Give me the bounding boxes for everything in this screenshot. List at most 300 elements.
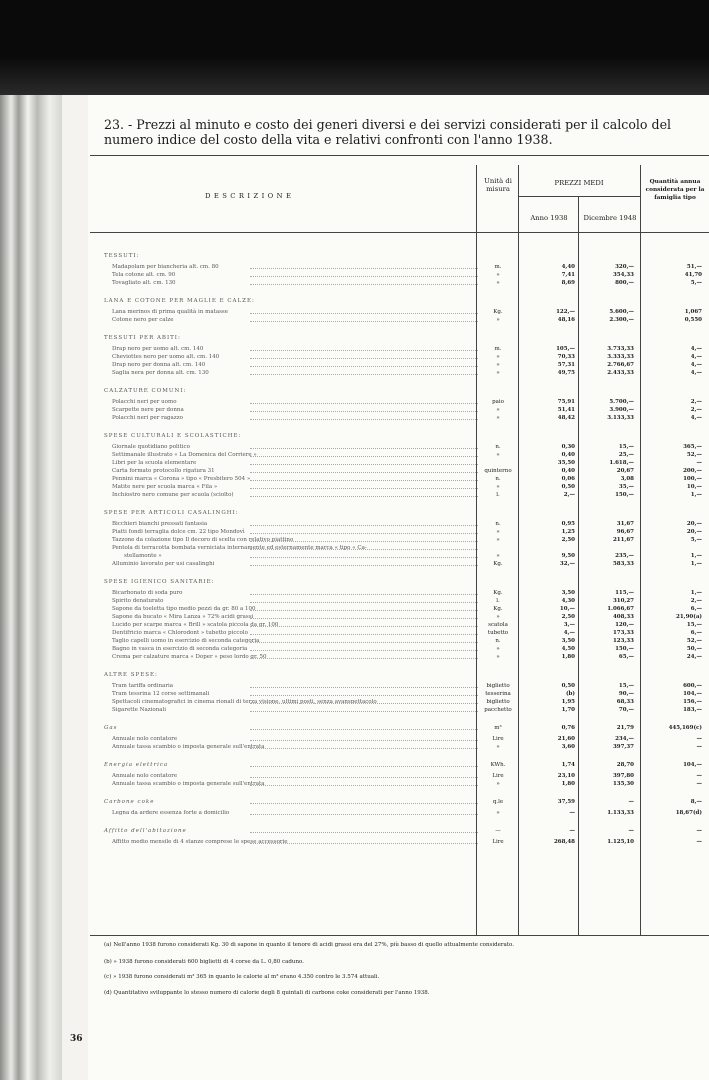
row-quantity: — [696,773,702,779]
row-description: Tovagliato alt. cm. 130 [112,280,176,286]
row-price-1938: 1,95 [561,699,575,705]
row-price-1938: 37,59 [557,799,575,805]
row-quantity: 4,— [690,346,702,352]
table-row [0,483,709,491]
row-description: Annuale tassa scambio o imposta generale sull'entrata [112,744,265,750]
row-unit: q.le [492,799,504,805]
row-price-1948: 3,08 [620,476,634,482]
leader-dots [250,284,478,286]
row-price-1948: 15,— [618,683,634,689]
row-description: Inchiostro nero comune per scuola (sciolto) [112,492,234,498]
table-row [0,838,709,846]
leader-dots [250,610,478,612]
row-unit: biglietto [486,683,510,689]
scan-page-edges [0,95,62,1080]
header-bottom-rule [90,232,709,233]
row-price-1948: 234,— [615,736,634,742]
table-row [0,316,709,324]
section-row [0,578,709,586]
leader-dots [250,594,478,596]
row-unit: quinterno [484,468,512,474]
row-quantity: 156,— [683,699,702,705]
row-unit: tubetto [487,630,509,636]
scan-dark-band [0,0,709,95]
row-description: SPESE CULTURALI E SCOLASTICHE: [104,433,242,439]
row-price-1948: 5.700,— [609,399,634,405]
row-unit: l. [496,598,500,604]
leader-dots [250,695,478,697]
leader-dots [250,321,478,323]
row-price-1948: 68,33 [616,699,634,705]
row-description: LANA E COTONE PER MAGLIE E CALZE: [104,298,255,304]
row-price-1948: 320,— [615,264,634,270]
leader-dots [250,658,478,660]
row-price-1938: 51,41 [557,407,575,413]
header-unita: Unità di misura [484,177,512,193]
row-description: CALZATURE COMUNI: [104,388,187,394]
row-price-1938: 0,50 [561,683,575,689]
header-anno-1938: Anno 1938 [530,214,568,222]
row-quantity: 104,— [683,762,702,768]
row-quantity: 2,— [690,598,702,604]
row-quantity: 100,— [683,476,702,482]
row-price-1938: 3,50 [561,638,575,644]
row-price-1948: 1.133,33 [607,810,634,816]
leader-dots [250,565,478,567]
row-price-1948: 3.333,33 [607,354,634,360]
row-quantity: 4,— [690,362,702,368]
leader-dots [250,687,478,689]
row-description: Lana merinos di prima qualità in matasse [112,309,228,315]
row-price-1938: 122,— [556,309,575,315]
row-unit: KWh. [490,762,506,768]
row-unit: n. [495,444,501,450]
row-description: stellamonte » [124,553,162,559]
table-row [0,369,709,377]
row-quantity: 5,— [690,537,702,543]
row-price-1948: 173,33 [612,630,634,636]
row-description: Carta formato protocollo rigatura 31 [112,468,215,474]
row-description: Libri per la scuola elementare [112,460,197,466]
row-price-1948: 1.125,10 [607,839,634,845]
row-unit: Kg. [493,590,503,596]
row-description: Tram tariffa ordinaria [112,683,174,689]
row-quantity: 4,— [690,415,702,421]
row-quantity: — [696,828,702,834]
leader-dots [250,729,478,731]
leader-dots [250,350,478,352]
table-row [0,735,709,743]
row-unit: » [496,272,500,278]
table-row [0,637,709,645]
section-row [0,334,709,342]
row-unit: » [496,370,500,376]
table-row [0,459,709,467]
row-description: Sigarette Nazionali [112,707,167,713]
row-price-1938: 70,33 [557,354,575,360]
row-unit: — [495,828,501,834]
row-quantity: 51,— [686,264,702,270]
row-unit: » [496,484,500,490]
leader-dots [250,496,478,498]
row-quantity: 20,— [686,521,702,527]
leader-dots [250,549,478,551]
table-bottom-rule [90,935,709,936]
row-quantity: 20,— [686,529,702,535]
row-unit: l. [496,492,500,498]
row-quantity: 4,— [690,354,702,360]
page-number: 36 [70,1034,83,1044]
row-unit: » [496,317,500,323]
row-unit: Lire [492,839,504,845]
leader-dots [250,626,478,628]
row-unit: » [496,280,500,286]
row-unit: » [496,537,500,543]
row-description: Scarpette nere per donna [112,407,184,413]
row-price-1938: 0,40 [561,468,575,474]
leader-dots [250,777,478,779]
row-price-1938: 7,41 [561,272,575,278]
row-quantity: 2,— [690,407,702,413]
row-quantity: 18,67(d) [675,810,702,816]
leader-dots [250,472,478,474]
section-row [0,387,709,395]
row-description: SPESE PER ARTICOLI CASALINGHI: [104,510,239,516]
row-price-1948: 150,— [615,492,634,498]
header-descrizione: DESCRIZIONE [205,192,295,200]
leader-dots [250,419,478,421]
row-quantity: 183,— [683,707,702,713]
table-row [0,690,709,698]
leader-dots [250,456,478,458]
row-quantity: 365,— [683,444,702,450]
row-price-1948: — [628,828,634,834]
row-description: Annuale nolo contatore [112,736,178,742]
row-unit: » [496,553,500,559]
row-quantity: 2,— [690,399,702,405]
row-price-1948: 135,30 [612,781,634,787]
row-price-1948: 1.066,67 [607,606,634,612]
row-price-1948: 70,— [618,707,634,713]
row-price-1938: 268,48 [553,839,575,845]
row-description: Bicchieri bianchi pressati fantasia [112,521,208,527]
row-price-1948: 123,33 [612,638,634,644]
leader-dots [250,411,478,413]
row-description: Giornale quotidiano politico [112,444,190,450]
header-top-rule [90,155,709,156]
leader-dots [250,740,478,742]
leader-dots [250,602,478,604]
row-price-1948: 800,— [615,280,634,286]
row-description: Madapolam per biancheria alt. cm. 80 [112,264,219,270]
leader-dots [250,525,478,527]
row-price-1938: 4,40 [561,264,575,270]
table-row [0,682,709,690]
table-row [0,698,709,706]
table-row [0,491,709,499]
row-description: Annuale tassa scambio o imposta generale sull'entrata [112,781,265,787]
footnote-a: (a) Nell'anno 1938 furono considerati Kg. 30 di sapone in quanto il tenore di acidi grassi era del 27%, più basso di quello attualmente considerato. [104,942,514,948]
table-row [0,536,709,544]
row-price-1938: 1,25 [561,529,575,535]
row-quantity: 15,— [686,622,702,628]
row-unit: » [496,654,500,660]
row-quantity: 6,— [690,630,702,636]
table-row [0,706,709,714]
row-price-1948: 2.433,33 [607,370,634,376]
row-price-1938: 0,76 [561,725,575,731]
row-description: Tazzone da colazione tipo Il decoro di scelta con relativo piattino [112,537,294,543]
row-price-1938: 0,06 [561,476,575,482]
table-row [0,475,709,483]
row-unit: » [496,646,500,652]
leader-dots [250,814,478,816]
row-description: Cheviottes nero per uomo alt. cm. 140 [112,354,220,360]
table-row [0,520,709,528]
leader-dots [250,650,478,652]
table-row [0,279,709,287]
header-prezzi-medi: PREZZI MEDI [554,179,604,187]
row-price-1938: 2,— [563,492,575,498]
table-row [0,451,709,459]
row-quantity: — [696,839,702,845]
row-price-1938: 2,50 [561,614,575,620]
row-unit: n. [495,638,501,644]
table-row [0,345,709,353]
row-unit: » [496,529,500,535]
section-row [0,509,709,517]
row-price-1948: 3.733,33 [607,346,634,352]
row-description: Settimanale illustrato « La Domenica del Corriere » [112,452,257,458]
table-row [0,544,709,552]
row-price-1938: 1,80 [561,654,575,660]
row-price-1938: 9,50 [561,553,575,559]
row-unit: » [496,614,500,620]
row-price-1948: 65,— [618,654,634,660]
row-price-1948: — [628,799,634,805]
row-price-1948: 3.133,33 [607,415,634,421]
row-quantity: 6,— [690,606,702,612]
row-quantity: 1,— [690,492,702,498]
row-price-1948: 583,33 [612,561,634,567]
row-quantity: 445,169(c) [668,725,702,731]
row-description: TESSUTI PER ABITI: [104,335,181,341]
row-description: Pentola di terracotta bombata verniciata internamente ed esternamente marca « tipo « Ca- [112,545,367,551]
row-description: Spettacoli cinematografici in cinema rionali di terza visione, ultimi posti, senza avanspettacolo [112,699,377,705]
row-quantity: 1,— [690,561,702,567]
row-price-1938: 3,60 [561,744,575,750]
row-price-1948: 96,67 [616,529,634,535]
row-quantity: 52,— [686,638,702,644]
row-quantity: 52,— [686,452,702,458]
row-price-1938: 105,— [556,346,575,352]
row-quantity: 600,— [683,683,702,689]
row-description: Bicarbonato di soda puro [112,590,183,596]
row-price-1938: 3,50 [561,590,575,596]
leader-dots [250,703,478,705]
table-row [0,560,709,568]
row-price-1938: 48,42 [557,415,575,421]
leader-dots [250,711,478,713]
table-row [0,629,709,637]
row-unit: » [496,354,500,360]
header-quantita: Quantità annua considerata per la famiglia tipo [645,179,705,201]
row-price-1948: 2.766,67 [607,362,634,368]
row-description: Affitto medio mensile di 4 stanze comprese le spese accessorie [112,839,288,845]
row-description: Gas [104,725,118,731]
row-quantity: 104,— [683,691,702,697]
row-quantity: — [696,736,702,742]
row-quantity: 24,— [686,654,702,660]
row-description: Affitto dell'abitazione [104,828,187,834]
row-unit: » [496,407,500,413]
row-description: Sapone da bucato « Mira Lanza » 72% acidi grassi [112,614,254,620]
row-price-1938: — [569,810,575,816]
row-price-1938: 0,30 [561,444,575,450]
row-price-1948: 354,33 [612,272,634,278]
row-price-1938: 0,40 [561,452,575,458]
row-price-1938: 10,— [559,606,575,612]
leader-dots [250,541,478,543]
row-price-1938: (b) [565,691,575,697]
leader-dots [250,268,478,270]
row-unit: paio [492,399,504,405]
table-row [0,528,709,536]
table-row [0,780,709,788]
row-price-1948: 15,— [618,444,634,450]
row-quantity: 1,— [690,553,702,559]
table-row [0,645,709,653]
leader-dots [250,748,478,750]
row-description: Piatti fondi terraglia dolce cm. 22 tipo Mondovì [112,529,245,535]
row-price-1938: 0,50 [561,484,575,490]
table-row [0,621,709,629]
row-description: Drap nero per uomo alt. cm. 140 [112,346,204,352]
row-description: Lucido per scarpe marca « Brill » scatola piccola da gr. 100 [112,622,279,628]
row-description: Bagno in vasca in esercizio di seconda categoria [112,646,248,652]
row-description: ALTRE SPESE: [104,672,158,678]
row-unit: Kg. [493,561,503,567]
row-price-1948: 120,— [615,622,634,628]
row-price-1948: 150,— [615,646,634,652]
leader-dots [250,634,478,636]
leader-dots [250,448,478,450]
leader-dots [250,832,478,834]
row-price-1938: 3,— [563,622,575,628]
leader-dots [250,803,478,805]
row-price-1948: 408,33 [612,614,634,620]
table-row [0,772,709,780]
table-row [0,361,709,369]
section-row [0,761,709,769]
row-description: Carbone coke [104,799,155,805]
row-unit: n. [495,521,501,527]
row-unit: scatola [488,622,508,628]
row-description: Energia elettrica [104,762,169,768]
row-description: Matite nere per scuola marca « Fila » [112,484,218,490]
row-unit: Kg. [493,606,503,612]
row-unit: » [496,810,500,816]
row-price-1938: 32,— [559,561,575,567]
header-dicembre-1948: Dicembre 1948 [583,214,637,222]
table-title: 23. - Prezzi al minuto e costo dei generi diversi e dei servizi considerati per il calcolo del numero indice del costo della vita e relativi confronti con l'anno 1938. [104,117,672,147]
table-row [0,414,709,422]
table-row [0,743,709,751]
row-price-1938: — [569,828,575,834]
row-unit: m³ [494,725,502,731]
row-price-1938: 1,80 [561,781,575,787]
table-row [0,653,709,661]
footnote-d: (d) Quantitativo sviluppante lo stesso numero di calorie degli 8 quintali di carbone coke considerati per l'anno 1938. [104,990,430,996]
row-price-1938: 1,74 [561,762,575,768]
row-unit: pacchetto [484,707,512,713]
row-price-1948: 1.618,— [609,460,634,466]
row-price-1948: 31,67 [616,521,634,527]
row-unit: m. [494,346,502,352]
row-description: Saglia nera per donna alt. cm. 130 [112,370,209,376]
row-unit: m. [494,264,502,270]
leader-dots [250,366,478,368]
leader-dots [250,313,478,315]
table-row [0,406,709,414]
table-row [0,809,709,817]
row-quantity: 8,— [690,799,702,805]
row-price-1938: 75,91 [557,399,575,405]
row-price-1938: 4,30 [561,598,575,604]
leader-dots [250,374,478,376]
leader-dots [250,464,478,466]
row-price-1938: 1,70 [561,707,575,713]
row-description: Polacchi neri per ragazzo [112,415,183,421]
section-row [0,724,709,732]
table-row [0,308,709,316]
table-row [0,605,709,613]
row-unit: » [496,362,500,368]
leader-dots [250,276,478,278]
row-unit: » [496,415,500,421]
row-price-1948: 25,— [618,452,634,458]
row-unit: » [496,452,500,458]
row-unit: Lire [492,773,504,779]
leader-dots [250,533,478,535]
table-row [0,263,709,271]
row-description: Taglio capelli uomo in esercizio di seconda categoria [112,638,260,644]
leader-dots [250,785,478,787]
row-quantity: 1,— [690,590,702,596]
row-price-1938: 4,50 [561,646,575,652]
row-quantity: 21,90(a) [676,614,702,620]
section-row [0,827,709,835]
section-row [0,798,709,806]
row-description: Tram tessrina 12 corse settimanali [112,691,210,697]
document-page [88,95,709,1080]
row-unit: biglietto [486,699,510,705]
leader-dots [250,766,478,768]
table-row [0,443,709,451]
row-price-1938: 0,95 [561,521,575,527]
row-price-1948: 90,— [618,691,634,697]
row-quantity: 41,70 [684,272,702,278]
row-description: Legna da ardere essenza forte a domicilio [112,810,230,816]
row-price-1948: 28,70 [616,762,634,768]
row-description: Spirito denaturato [112,598,164,604]
row-unit: Kg. [493,309,503,315]
row-price-1938: 21,60 [557,736,575,742]
row-quantity: 0,550 [684,317,702,323]
row-quantity: — [696,460,702,466]
row-unit: n. [495,476,501,482]
section-row [0,432,709,440]
